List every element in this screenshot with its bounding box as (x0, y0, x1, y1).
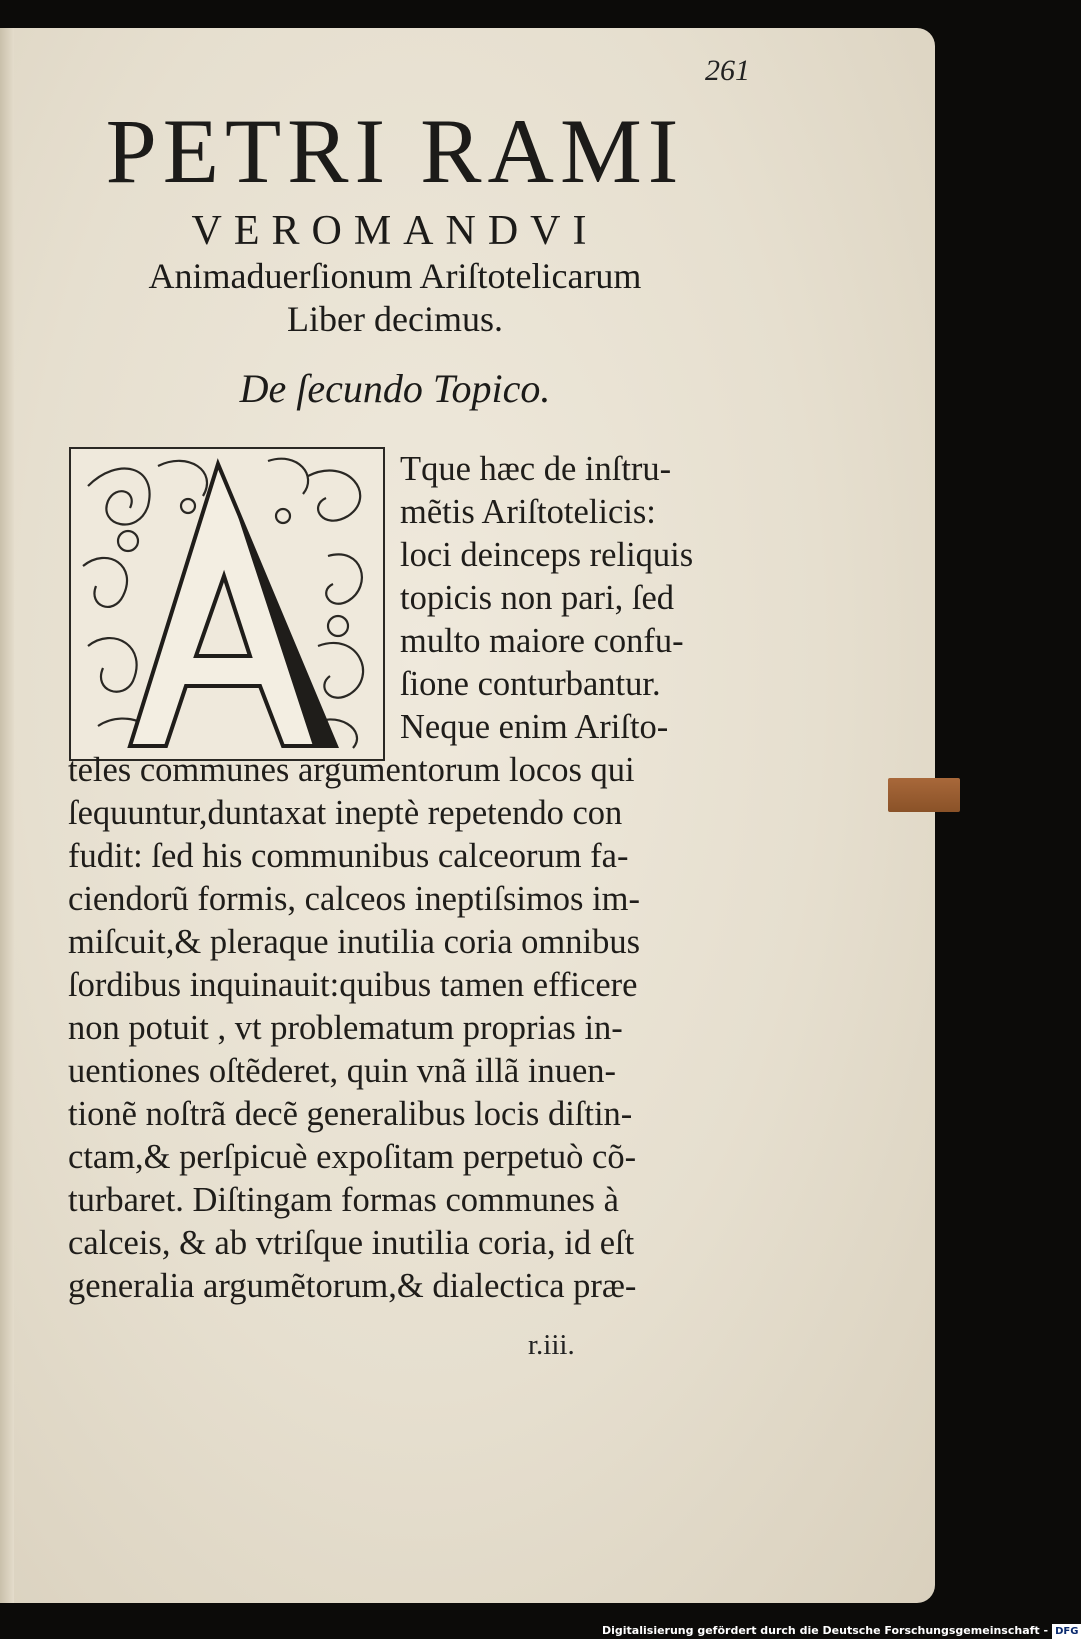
body-line: multo maiore confu- (400, 622, 684, 660)
body-line: mẽtis Ariſtotelicis: (400, 493, 656, 531)
book-number: Liber decimus. (287, 299, 503, 339)
body-line: generalia argumẽtorum,& dialectica præ- (68, 1267, 637, 1305)
credit-text: Digitalisierung gefördert durch die Deutsche Forschungsgemeinschaft - (602, 1624, 1049, 1637)
bookmark-tab (888, 778, 960, 812)
chapter-heading: De ſecundo Topico. (239, 366, 551, 411)
body-line: Neque enim Ariſto- (400, 708, 669, 746)
work-title: Animaduerſionum Ariſtotelicarum (148, 256, 642, 296)
body-line: ſordibus inquinauit:quibus tamen efficere (68, 966, 638, 1004)
body-line: calceis, & ab vtriſque inutilia coria, id eſt (68, 1224, 635, 1262)
body-line: uentiones oſtẽderet, quin vnã illã inuen- (68, 1052, 617, 1090)
body-line: miſcuit,& pleraque inutilia coria omnibus (68, 923, 640, 961)
body-line: ciendorũ formis, calceos ineptiſsimos im- (68, 880, 640, 918)
author-title: PETRI RAMI (105, 100, 685, 202)
body-line: Tque hæc de inſtru- (400, 450, 672, 488)
body-line: tionẽ noſtrã decẽ generalibus locis diſtin- (68, 1095, 633, 1133)
decorated-initial (68, 446, 386, 762)
body-line: ſequuntur,duntaxat ineptè repetendo con (68, 794, 623, 832)
signature-mark: r.iii. (528, 1329, 575, 1361)
body-line: loci deinceps reliquis (400, 536, 694, 574)
body-line: non potuit , vt problematum proprias in- (68, 1009, 623, 1047)
body-line: topicis non pari, ſed (400, 579, 675, 617)
body-line: fudit: ſed his communibus calceorum fa- (68, 837, 629, 875)
dfg-logo: DFG (1052, 1624, 1081, 1639)
page-number: 261 (705, 54, 750, 87)
digitization-credit (602, 1623, 1081, 1638)
body-line: turbaret. Diſtingam formas communes à (68, 1181, 619, 1219)
author-origin: VEROMANDVI (191, 208, 599, 254)
body-line: ctam,& perſpicuè expoſitam perpetuò cõ- (68, 1138, 637, 1176)
body-line: ſione conturbantur. (400, 665, 661, 703)
body-line: teles communes argumentorum locos qui (68, 751, 635, 789)
